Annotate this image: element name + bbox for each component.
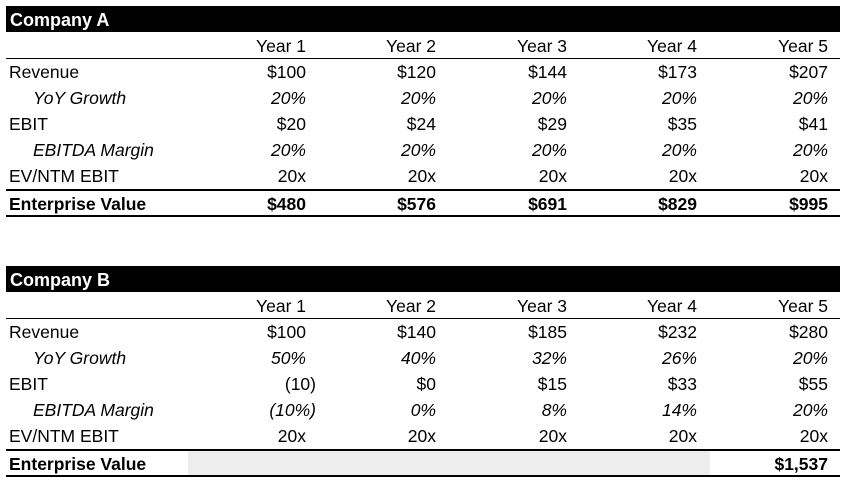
yoy-year-4: 26% [661, 348, 697, 368]
enterprise-value-label: Enterprise Value [9, 454, 147, 474]
ebit-year-2: $24 [406, 114, 436, 134]
year-3-header: Year 3 [517, 36, 567, 56]
multiple-year-1: 20x [277, 426, 306, 446]
yoy-growth-row [6, 85, 840, 111]
margin-year-5: 20% [792, 400, 828, 420]
ebit-year-1: (10) [284, 374, 316, 394]
ebitda-margin-row [6, 397, 840, 423]
year-2-header: Year 2 [386, 296, 436, 316]
revenue-year-5: $280 [789, 322, 828, 342]
company-b-title: Company B [6, 266, 840, 292]
yoy-growth-row [6, 345, 840, 371]
enterprise-value-row [6, 449, 840, 477]
yoy-growth-label: YoY Growth [33, 88, 127, 108]
ebit-year-2: $0 [416, 374, 436, 394]
yoy-growth-label: YoY Growth [33, 348, 127, 368]
ebitda-margin-label: EBITDA Margin [33, 140, 154, 160]
ebit-row [6, 111, 840, 137]
revenue-year-2: $140 [397, 322, 436, 342]
year-header-row [6, 292, 840, 319]
year-4-header: Year 4 [647, 36, 697, 56]
revenue-year-5: $207 [789, 62, 828, 82]
ebit-row [6, 371, 840, 397]
margin-year-4: 20% [661, 140, 697, 160]
ebit-year-1: $20 [276, 114, 306, 134]
company-b-table [6, 266, 840, 477]
yoy-year-2: 40% [400, 348, 436, 368]
ev-ntm-ebit-row [6, 163, 840, 189]
ebit-year-4: $35 [667, 114, 697, 134]
multiple-year-4: 20x [668, 166, 697, 186]
revenue-label: Revenue [9, 322, 80, 342]
margin-year-1: (10%) [269, 400, 316, 420]
revenue-year-3: $144 [528, 62, 567, 82]
ebit-year-3: $29 [537, 114, 567, 134]
multiple-year-2: 20x [407, 426, 436, 446]
multiple-year-2: 20x [407, 166, 436, 186]
yoy-year-3: 20% [531, 88, 567, 108]
margin-year-1: 20% [270, 140, 306, 160]
margin-year-2: 20% [400, 140, 436, 160]
revenue-year-4: $173 [658, 62, 697, 82]
enterprise-value-row [6, 189, 840, 217]
ebit-label: EBIT [9, 114, 48, 134]
multiple-year-4: 20x [668, 426, 697, 446]
ebit-label: EBIT [9, 374, 48, 394]
ebit-year-3: $15 [537, 374, 567, 394]
margin-year-3: 20% [531, 140, 567, 160]
ebitda-margin-row [6, 137, 840, 163]
multiple-year-3: 20x [538, 166, 567, 186]
yoy-year-3: 32% [531, 348, 567, 368]
multiple-year-3: 20x [538, 426, 567, 446]
yoy-year-4: 20% [661, 88, 697, 108]
company-a-table [6, 6, 840, 217]
yoy-year-5: 20% [792, 348, 828, 368]
ev-year-3: $691 [528, 194, 567, 214]
revenue-year-2: $120 [397, 62, 436, 82]
enterprise-value-label: Enterprise Value [9, 194, 147, 214]
margin-year-5: 20% [792, 140, 828, 160]
ev-ntm-ebit-label: EV/NTM EBIT [9, 426, 119, 446]
revenue-row [6, 319, 840, 345]
margin-year-3: 8% [541, 400, 567, 420]
yoy-year-2: 20% [400, 88, 436, 108]
company-a-title: Company A [6, 6, 840, 32]
year-5-header: Year 5 [778, 296, 828, 316]
ev-blank-shaded-cells [188, 451, 710, 475]
year-2-header: Year 2 [386, 36, 436, 56]
revenue-year-1: $100 [267, 322, 306, 342]
ev-year-2: $576 [397, 194, 436, 214]
yoy-year-1: 20% [270, 88, 306, 108]
multiple-year-1: 20x [277, 166, 306, 186]
revenue-label: Revenue [9, 62, 80, 82]
year-5-header: Year 5 [778, 36, 828, 56]
multiple-year-5: 20x [799, 426, 828, 446]
yoy-year-5: 20% [792, 88, 828, 108]
ev-year-5: $1,537 [774, 454, 828, 474]
ebit-year-5: $41 [798, 114, 828, 134]
margin-year-2: 0% [410, 400, 436, 420]
year-header-row [6, 32, 840, 59]
year-1-header: Year 1 [256, 296, 306, 316]
ebitda-margin-label: EBITDA Margin [33, 400, 154, 420]
revenue-year-1: $100 [267, 62, 306, 82]
yoy-year-1: 50% [270, 348, 306, 368]
ebit-year-5: $55 [798, 374, 828, 394]
multiple-year-5: 20x [799, 166, 828, 186]
ev-year-5: $995 [789, 194, 828, 214]
revenue-year-3: $185 [528, 322, 567, 342]
year-4-header: Year 4 [647, 296, 697, 316]
revenue-row [6, 59, 840, 85]
ev-year-1: $480 [267, 194, 306, 214]
year-3-header: Year 3 [517, 296, 567, 316]
margin-year-4: 14% [661, 400, 697, 420]
year-1-header: Year 1 [256, 36, 306, 56]
ev-ntm-ebit-label: EV/NTM EBIT [9, 166, 119, 186]
ev-ntm-ebit-row [6, 423, 840, 449]
ebit-year-4: $33 [667, 374, 697, 394]
revenue-year-4: $232 [658, 322, 697, 342]
ev-year-4: $829 [658, 194, 697, 214]
